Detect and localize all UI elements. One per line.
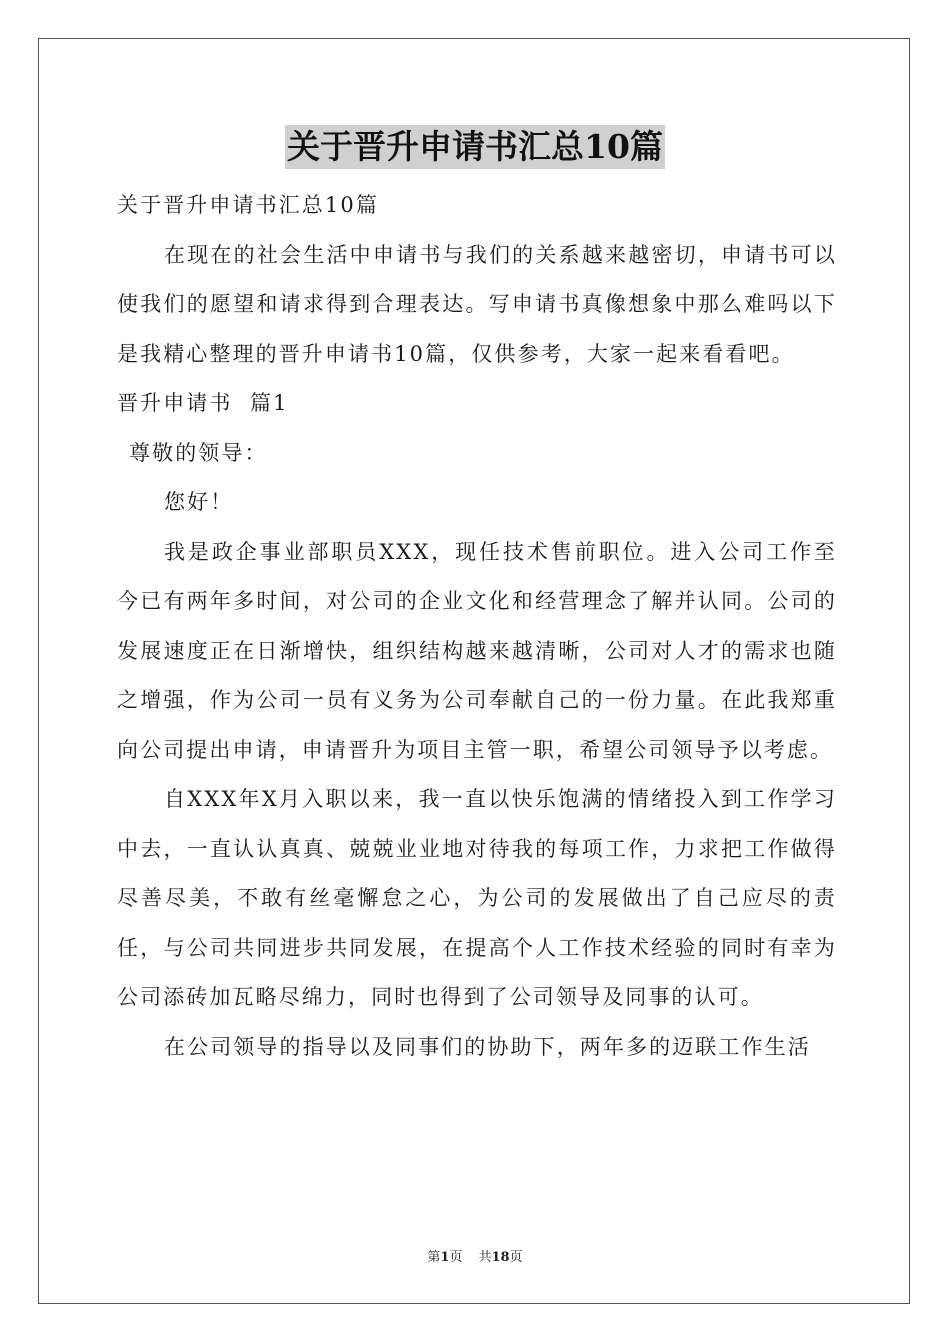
total-suffix: 页 <box>509 1250 523 1265</box>
body-paragraph: 在公司领导的指导以及同事们的协助下，两年多的迈联工作生活 <box>164 1034 811 1059</box>
page-current: 1 <box>440 1250 450 1265</box>
section-heading: 晋升申请书 篇1 <box>117 391 289 415</box>
body-paragraph: 自XXX年X月入职以来，我一直以快乐饱满的情绪投入到工作学习中去，一直认认真真、兢兢业业地对待我的每项工作，力求把工作做得尽善尽美，不敢有丝毫懈怠之心，为公司的发展做出了自己应尽的责任，与公司共同进步共同发展，在提高个人工作技术经验的同时有幸为公司添砖加瓦略尽绵力，同时也得到了公司领导及同事的认可。 <box>117 787 837 1009</box>
body-paragraph: 我是政企事业部职员XXX，现任技术售前职位。进入公司工作至今已有两年多时间，对公司的企业文化和经营理念了解并认同。公司的发展速度正在日渐增快，组织结构越来越清晰，公司对人才的需求也随之增强，作为公司一员有义务为公司奉献自己的一份力量。在此我郑重向公司提出申请，申请晋升为项目主管一职，希望公司领导予以考虑。 <box>117 539 837 762</box>
page-prefix: 第 <box>427 1250 441 1265</box>
salutation: 尊敬的领导： <box>129 440 268 465</box>
greeting: 您好！ <box>164 490 234 514</box>
total-prefix: 共 <box>478 1250 492 1265</box>
intro-paragraph: 在现在的社会生活中申请书与我们的关系越来越密切，申请书可以使我们的愿望和请求得到合理表达。写申请书真像想象中那么难吗以下是我精心整理的晋升申请书10篇，仅供参考，大家一起来看看吧。 <box>117 242 837 366</box>
page-suffix: 页 <box>449 1250 463 1265</box>
document-subtitle: 关于晋升申请书汇总10篇 <box>117 193 379 217</box>
document-body <box>117 181 837 1072</box>
title-container <box>0 125 950 169</box>
page-total: 18 <box>491 1250 510 1265</box>
page-footer <box>0 1246 950 1265</box>
document-title[interactable]: 关于晋升申请书汇总10篇 <box>285 125 665 169</box>
